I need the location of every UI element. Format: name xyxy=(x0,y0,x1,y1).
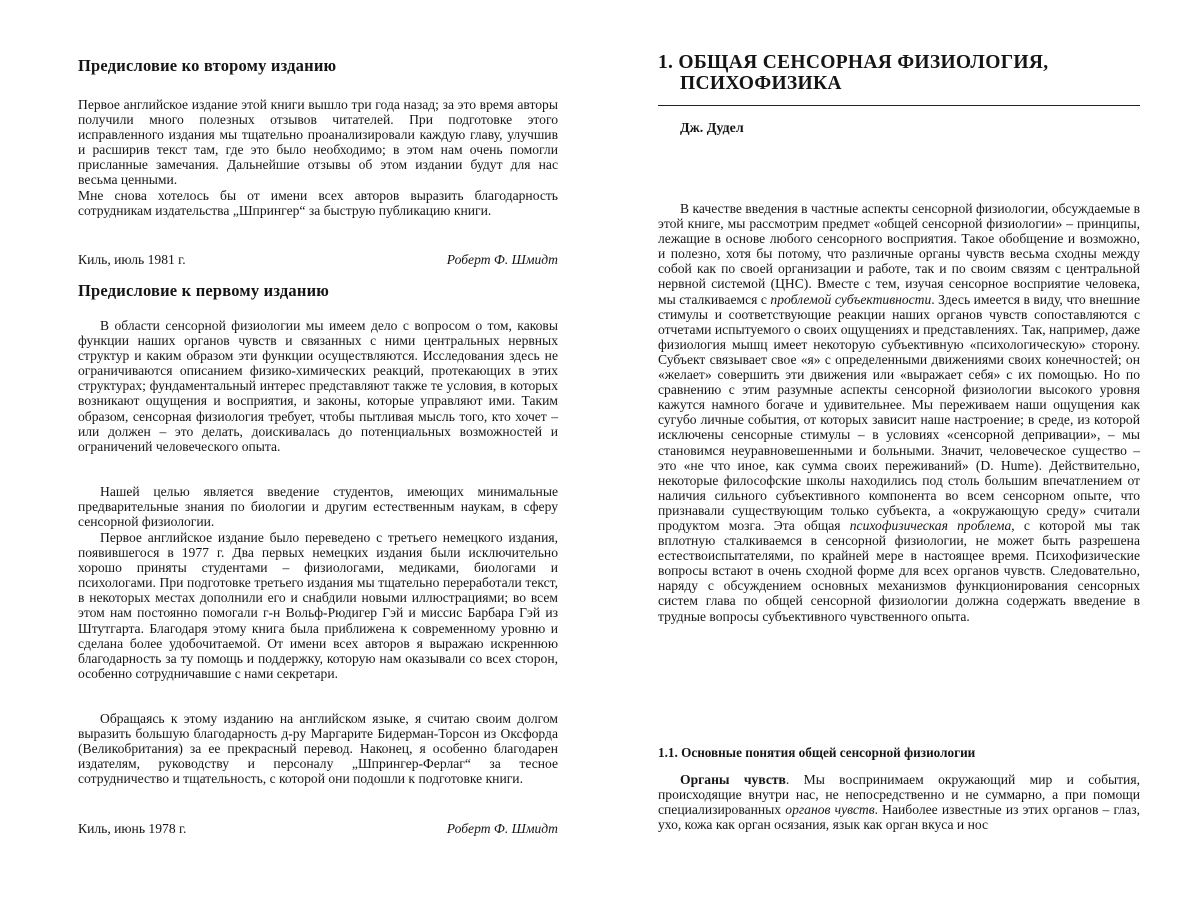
section-emphasis: органов чувств xyxy=(785,802,875,818)
preface-second-edition-title: Предисловие ко второму изданию xyxy=(78,56,337,75)
chapter-title xyxy=(658,52,1048,94)
section-title: 1.1. Основные понятия общей сенсорной физиологии xyxy=(658,745,976,760)
preface-first-paragraph-3: Первое английское издание было переведено с третьего немецкого издания, появившегося в 1977 г. Два первых немецких издания были исключительно хорошо приняты студентами – физиологами, медиками, биологами и психологами. При подготовке третьего издания мы тщательно переработали текст, в некоторых местах дополнили его и снабдили новыми иллюстрациями; во всем этом нам постоянно помогали г-н Вольф-Рюдигер Гэй и миссис Барбара Гэй из Штутгарта. Благодаря этому книга была приближена к современному уровню и сделана более удобочитаемой. От имени всех авторов я выражаю искреннюю благодарность за ту помощь и поддержку, которую нам оказывали со всех сторон, особенно сотрудничавшие с нами секретари. xyxy=(78,530,558,681)
section-term: Органы чувств xyxy=(680,772,786,787)
section-text-1: . Мы воспринимаем окружающий мир и события, происходящие внутри нас, не непосредственно и не суммарно, а при помощи специализированных xyxy=(658,772,1140,818)
preface-second-edition-signature xyxy=(78,252,558,268)
intro-text-2: . Здесь имеется в виду, что внешние стимулы и соответствующие реакции наших органов чувств сопоставляются с отчетами испытуемого о своих ощущениях и представлениях. Так, например, даже физиология мышц имеет некоторую субъективную «психологическую» сторону. Субъект связывает свое «я» с определенными движениями своих конечностей; он «желает» совершить эти движения или «выражает себя» с их помощью. Но по сравнению с этим разумные аспекты сенсорной физиологии высокого уровня кажутся намного богаче и удивительнее. Мы переживаем наши ощущения как сугубо личные события, от которых зависит наше настроение; в среде, из которой исключены сенсорные стимулы – в условиях «сенсорной депривации», – мы становимся неуравновешенными и больными. Значит, человеческое существо – это «не что иное, как сумма своих переживаний» (D. Hume). Действительно, некоторые философские школы находились под столь большим впечатлением от наличия сильного субъективного компонента во всем сенсорном опыте, что признавали существующим только субъекта, а «окружающую среду» считали продуктом мозга. Эта общая xyxy=(658,291,1140,533)
preface-first-edition-signature xyxy=(78,821,558,837)
preface-first-edition-title: Предисловие к первому изданию xyxy=(78,281,330,300)
signature-author: Роберт Ф. Шмидт xyxy=(446,821,558,836)
section-text-2: . Наиболее известные из этих органов – глаз, ухо, кожа как орган осязания, язык как орган вкуса и нос xyxy=(658,802,1140,833)
chapter-title-line-2: ПСИХОФИЗИКА xyxy=(680,73,842,94)
intro-emphasis-2: психофизическая проблема xyxy=(849,517,1012,533)
place-date: Киль, июнь 1978 г. xyxy=(78,821,187,836)
preface-first-paragraph-2: Нашей целью является введение студентов, имеющих минимальные предварительные знания по биологии и другим естественным наукам, в сферу сенсорной физиологии. xyxy=(78,484,558,530)
section-paragraph xyxy=(658,772,1140,832)
chapter-intro-paragraph xyxy=(658,201,1140,624)
place-date: Киль, июль 1981 г. xyxy=(78,252,186,267)
intro-text-1: В качестве введения в частные аспекты сенсорной физиологии, обсуждаемые в этой книге, мы рассмотрим предмет «общей сенсорной физиологии» – принципы, лежащие в основе любого сенсорного восприятия. Такое обобщение и возможно, и полезно, хотя бы потому, что различные органы чувств весьма сходны между собой как по своей организации и работе, так и по своим связям с центральной нервной системой (ЦНС). Вместе с тем, изучая сенсорное восприятие человека, мы сталкиваемся с xyxy=(658,201,1140,307)
preface-first-paragraph-1: В области сенсорной физиологии мы имеем дело с вопросом о том, каковы функции наших органов чувств и связанных с ними центральных нервных структур и каким образом эти функции осуществляются. Исследования здесь не ограничиваются описанием физико-химических реакций, протекающих в этих структурах; фундаментальный интерес представляют также те условия, в которых возникают ощущения и восприятия, и законы, которые управляют ими. Таким образом, сенсорная физиология требует, чтобы пытливая мысль того, кто хочет – или должен – это делать, доискивалась до потенциальных возможностей и ограничений человеческого опыта. xyxy=(78,318,558,454)
preface-first-paragraph-4: Обращаясь к этому изданию на английском языке, я считаю своим долгом выразить большую благодарность д-ру Маргарите Бидерман-Торсон из Оксфорда (Великобритания) за ее прекрасный перевод. Наконец, я особенно благодарен издателям, руководству и персоналу „Шпрингер-Ферлаг“ за тесное сотрудничество и тщательность, с которой они подошли к подготовке книги. xyxy=(78,711,558,787)
signature-author: Роберт Ф. Шмидт xyxy=(446,252,558,267)
chapter-author: Дж. Дудел xyxy=(680,121,744,136)
chapter-divider xyxy=(658,105,1140,106)
preface-second-edition-paragraph: Первое английское издание этой книги вышло три года назад; за это время авторы получили много полезных отзывов читателей. При подготовке этого исправленного издания мы тщательно проанализировали каждую главу, улучшив и расширив текст там, где это было необходимо; в этом нам очень помогли присланные замечания. Дальнейшие отзывы об этом издании будут для нас весьма ценными. xyxy=(78,97,558,188)
intro-emphasis-1: проблемой субъективности xyxy=(770,291,932,307)
chapter-title-line-1: 1. ОБЩАЯ СЕНСОРНАЯ ФИЗИОЛОГИЯ, xyxy=(658,52,1049,73)
intro-text-3: , с которой мы так вплотную сталкиваемся в сенсорной физиологии, не может быть разрешена естествоиспытателями, по крайней мере в настоящее время. Психофизические вопросы встают в очень сходной форме для всех органов чувств. Следовательно, наряду с обсуждением основных механизмов функционирования сенсорных систем глава по общей сенсорной физиологии должна содержать введение в трудные вопросы субъективного чувственного опыта. xyxy=(658,517,1141,624)
preface-second-edition-thanks: Мне снова хотелось бы от имени всех авторов выразить благодарность сотрудникам издательства „Шпрингер“ за быструю публикацию книги. xyxy=(78,188,558,219)
